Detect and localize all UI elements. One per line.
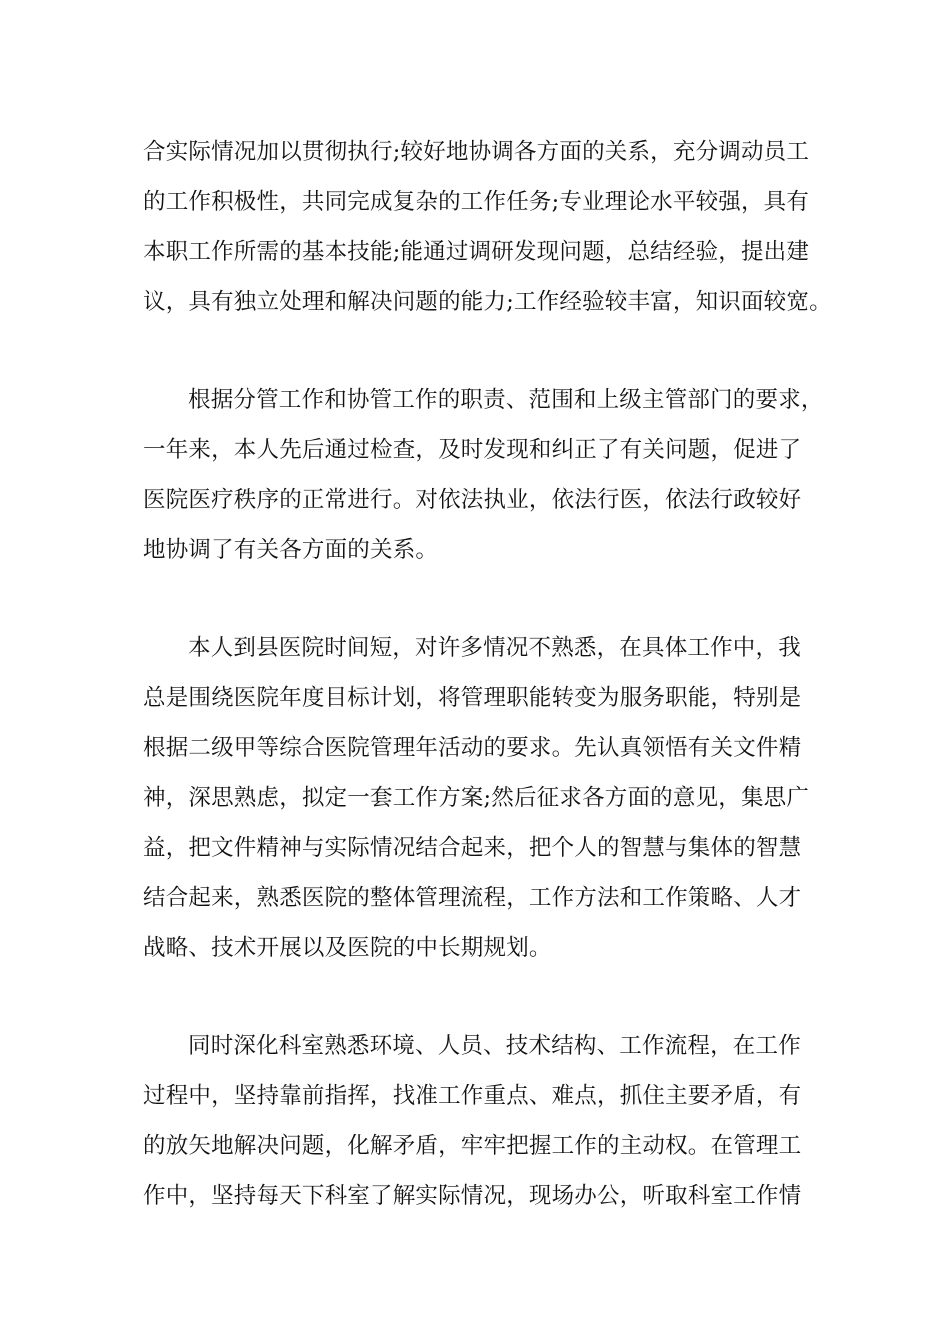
text-line: 根据分管工作和协管工作的职责、范围和上级主管部门的要求， — [188, 387, 824, 413]
text-line: 战略、技术开展以及医院的中长期规划。 — [143, 935, 552, 961]
text-line: 本人到县医院时间短，对许多情况不熟悉，在具体工作中，我 — [188, 635, 801, 661]
paragraph-2 — [143, 375, 824, 575]
paragraph-3 — [143, 623, 819, 973]
paragraph-4 — [143, 1021, 819, 1221]
text-line: 同时深化科室熟悉环境、人员、技术结构、工作流程，在工作 — [188, 1033, 801, 1059]
text-line: 根据二级甲等综合医院管理年活动的要求。先认真领悟有关文件精 — [143, 735, 802, 761]
document-body — [143, 127, 832, 1221]
text-line: 议，具有独立处理和解决问题的能力;工作经验较丰富，知识面较宽。 — [143, 289, 832, 315]
text-line: 医院医疗秩序的正常进行。对依法执业，依法行医，依法行政较好 — [143, 487, 802, 513]
text-line: 的放矢地解决问题，化解矛盾，牢牢把握工作的主动权。在管理工 — [143, 1133, 802, 1159]
text-line: 神，深思熟虑，拟定一套工作方案;然后征求各方面的意见，集思广 — [143, 785, 810, 811]
text-line: 地协调了有关各方面的关系。 — [143, 537, 439, 563]
paragraph-1 — [143, 127, 832, 327]
text-line: 过程中，坚持靠前指挥，找准工作重点、难点，抓住主要矛盾，有 — [143, 1083, 802, 1109]
text-line: 一年来，本人先后通过检查，及时发现和纠正了有关问题，促进了 — [143, 437, 802, 463]
text-line: 结合起来，熟悉医院的整体管理流程，工作方法和工作策略、人才 — [143, 885, 802, 911]
text-line: 本职工作所需的基本技能;能通过调研发现问题，总结经验，提出建 — [143, 239, 810, 265]
text-line: 合实际情况加以贯彻执行;较好地协调各方面的关系，充分调动员工 — [143, 139, 810, 165]
text-line: 益，把文件精神与实际情况结合起来，把个人的智慧与集体的智慧 — [143, 835, 802, 861]
text-line: 作中，坚持每天下科室了解实际情况，现场办公，听取科室工作情 — [143, 1183, 802, 1209]
text-line: 总是围绕医院年度目标计划，将管理职能转变为服务职能，特别是 — [143, 685, 802, 711]
text-line: 的工作积极性，共同完成复杂的工作任务;专业理论水平较强，具有 — [143, 189, 810, 215]
